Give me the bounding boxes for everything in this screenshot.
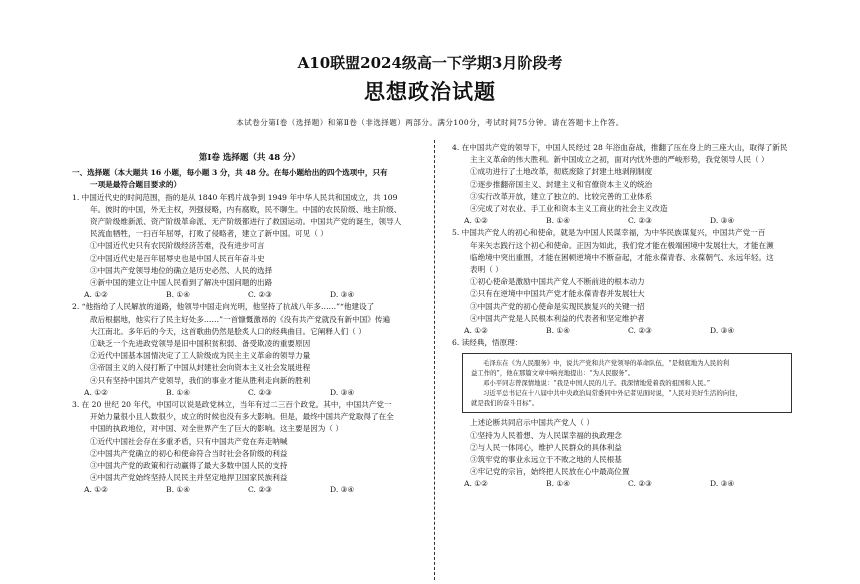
choice-d: D. ③④ [710, 216, 735, 226]
q5-option: ②只有在逆境中中国共产党才能永葆青春并发展壮大 [470, 289, 645, 299]
question-4 [452, 142, 802, 227]
choice-b: B. ①④ [546, 216, 571, 226]
q1-option: ④新中国的建立让中国人民看到了解决中国问题的出路 [90, 278, 273, 288]
choice-c: C. ②③ [628, 326, 652, 336]
section-heading-line2: 一项是最符合题目要求的） [90, 180, 182, 190]
q3-stem-line: 3. 在 20 世纪 20 年代，中国可以说是政党林立，当年有过二三百个政党。其中，中国共产党一 [72, 400, 392, 410]
exam-subject-title: 思想政治试题 [364, 79, 496, 104]
choice-c: C. ②③ [248, 387, 272, 397]
q5-choices [452, 325, 802, 337]
exam-instructions: 本试卷分第Ⅰ卷（选择题）和第Ⅱ卷（非选择题）两部分。满分100分，考试时间75分钟。请在答题卡上作答。 [236, 118, 624, 127]
q6-option: ②与人民一体同心，维护人民群众的具体利益 [470, 442, 622, 452]
choice-c: C. ②③ [628, 216, 652, 226]
q5-option: ③中国共产党的初心使命是实现民族复兴的关键一招 [470, 301, 645, 311]
column-divider [434, 140, 435, 580]
question-6 [452, 337, 802, 490]
question-2 [72, 301, 427, 399]
q4-option: ①成功进行了土地改革，彻底废除了封建土地剥削制度 [470, 167, 653, 177]
q3-stem-line: 中国的执政地位，对中国、对全世界产生了巨大的影响。这主要是因为（ ） [90, 424, 344, 434]
q6-quote-line: 邓小平同志曾深情地说：“我是中国人民的儿子。我深情地爱着我的祖国和人民。” [483, 379, 711, 388]
q5-stem-line: 年来矢志践行这个初心和使命。正因为如此，我们党才能在极端困境中发展壮大，才能在濒 [470, 240, 774, 250]
q1-option: ③中国共产党领导地位的确立是历史必然、人民的选择 [90, 265, 273, 275]
choice-a: A. ①② [84, 485, 108, 495]
choice-c: C. ②③ [248, 485, 272, 495]
q4-option: ③实行改革开放，建立了独立的、比较完善的工业体系 [470, 191, 653, 201]
q2-option: ①缺乏一个先进政党领导是旧中国积贫积弱、备受欺凌的重要原因 [90, 339, 311, 349]
choice-d: D. ③④ [710, 326, 735, 336]
choice-c: C. ②③ [628, 479, 652, 489]
q6-option: ①坚持为人民着想、为人民谋幸福的执政理念 [470, 430, 622, 440]
choice-b: B. ①④ [166, 485, 191, 495]
q1-option: ①中国近代史只有农民阶级经济苦难，没有进步可言 [90, 241, 265, 251]
choice-a: A. ①② [464, 326, 488, 336]
q5-stem-line: 5. 中国共产党人的初心和使命，就是为中国人民谋幸福，为中华民族谋复兴，中国共产党一百 [452, 228, 766, 238]
choice-b: B. ①④ [166, 387, 191, 397]
part1-title: 第Ⅰ卷 选择题（共 48 分） [198, 153, 301, 163]
q5-option: ④中国共产党是人民根本利益的代表者和坚定维护者 [470, 313, 645, 323]
choice-a: A. ①② [464, 479, 488, 489]
q4-choices [452, 215, 802, 227]
choice-b: B. ①④ [546, 326, 571, 336]
q5-option: ①初心使命是激励中国共产党人不断前进的根本动力 [470, 277, 645, 287]
choice-a: A. ①② [84, 290, 108, 300]
q6-stem: 6. 读经典，悟原理： [452, 338, 523, 348]
q1-stem-line: 资产阶级维新派、资产阶级革命派、无产阶级都进行了救国运动。中国共产党的诞生，领导人 [90, 217, 402, 227]
q1-choices [72, 289, 427, 301]
q6-quote-line: 益工作的”，他在那篇文章中响亮地提出：“为人民服务”。 [471, 369, 635, 378]
choice-d: D. ③④ [330, 290, 355, 300]
choice-d: D. ③④ [710, 479, 735, 489]
q3-option: ①近代中国社会存在多重矛盾，只有中国共产党在奔走呐喊 [90, 436, 288, 446]
q5-stem-line: 表明（ ） [470, 265, 503, 275]
q1-stem-line: 民流血牺牲，一扫百年屈辱，打败了侵略者，建立了新中国。可见（ ） [90, 229, 328, 239]
q6-quote-line: 习近平总书记在十八届中共中央政治局常委同中外记者见面时说，“人民对美好生活的向往， [483, 389, 742, 398]
q3-option: ②中国共产党确立的初心和使命符合当时社会各阶级的利益 [90, 448, 288, 458]
q4-option: ②逐步推翻帝国主义、封建主义和官僚资本主义的统治 [470, 179, 653, 189]
question-3 [72, 399, 427, 497]
q4-stem-line: 主主义革命的伟大胜利。新中国成立之初，面对内忧外患的严峻形势，我党领导人民（ ） [470, 155, 769, 165]
question-1 [72, 192, 427, 302]
choice-a: A. ①② [464, 216, 488, 226]
q6-quote-line: 就是我们的奋斗目标”。 [471, 399, 539, 408]
q3-option: ④中国共产党始终坚持人民民主并坚定地捍卫国家民族利益 [90, 473, 288, 483]
q3-choices [72, 484, 427, 496]
q2-stem-line: 大江南北。多年后的今天，这首歌曲仍然是脍炙人口的经典曲目。它阐释人们（ ） [90, 326, 366, 336]
q3-option: ③中国共产党的政策和行动赢得了最大多数中国人民的支持 [90, 461, 288, 471]
choice-b: B. ①④ [166, 290, 191, 300]
q2-stem-line: 2. “他指给了人民解放的道路，他领导中国走向光明，他坚持了抗战八年多……”“他建设了 [72, 302, 375, 312]
q1-stem-line: 1. 中国近代史的时间范围，指的是从 1840 年鸦片战争到 1949 年中华人民共和国成立，共 109 [72, 192, 398, 202]
q6-choices [452, 478, 802, 490]
q6-option: ④牢记党的宗旨，始终把人民放在心中最高位置 [470, 467, 630, 477]
choice-a: A. ①② [84, 387, 108, 397]
choice-d: D. ③④ [330, 387, 355, 397]
question-5 [452, 227, 802, 337]
q4-option: ④完成了对农业、手工业和资本主义工商业的社会主义改造 [470, 204, 668, 214]
q2-stem-line: 敌后根据地，他实行了民主好处多……”一首慷慨激昂的《没有共产党就没有新中国》传遍 [90, 314, 391, 324]
q6-quote-box [462, 353, 792, 413]
q2-option: ③帝国主义的入侵打断了中国从封建社会向资本主义社会发展进程 [90, 363, 311, 373]
exam-header-title: A10联盟2024级高一下学期3月阶段考 [297, 54, 563, 72]
left-column [72, 142, 427, 497]
choice-d: D. ③④ [330, 485, 355, 495]
q6-option: ③筑牢党的事业永远立于不败之地的人民根基 [470, 455, 622, 465]
choice-c: C. ②③ [248, 290, 272, 300]
q3-stem-line: 开始力量很小且人数很少，成立的时候也没有多大影响。但是，最终中国共产党取得了在全 [90, 412, 394, 422]
choice-b: B. ①④ [546, 479, 571, 489]
q5-stem-line: 临绝境中突出重围，才能在困顿逆境中不断奋起，才能永葆青春、永葆朝气、永远年轻。这 [470, 252, 774, 262]
q2-choices [72, 387, 427, 399]
q6-question: 上述论断共同启示中国共产党人（ ） [470, 418, 594, 428]
right-column [452, 142, 802, 491]
q1-option: ②中国近代史是百年屈辱史也是中国人民百年奋斗史 [90, 253, 265, 263]
section-heading-line1: 一、选择题（本大题共 16 小题，每小题 3 分，共 48 分。在每小题给出的四个选项中，只有 [72, 168, 388, 178]
q4-stem-line: 4. 在中国共产党的领导下，中国人民经过 28 年浴血奋战，推翻了压在身上的三座大山，取得了新民 [452, 143, 788, 152]
q6-quote-line: 毛泽东在《为人民服务》中，说共产党和共产党领导的革命队伍，“是彻底地为人民的利 [483, 359, 730, 368]
q2-option: ②近代中国基本国情决定了工人阶级成为民主主义革命的领导力量 [90, 351, 311, 361]
q2-option: ④只有坚持中国共产党领导，我们的事业才能从胜利走向新的胜利 [90, 375, 311, 385]
q1-stem-line: 年。彼时的中国，外无主权，列强侵略，内有腐败，民不聊生。中国的农民阶级、地主阶级、 [90, 204, 402, 214]
